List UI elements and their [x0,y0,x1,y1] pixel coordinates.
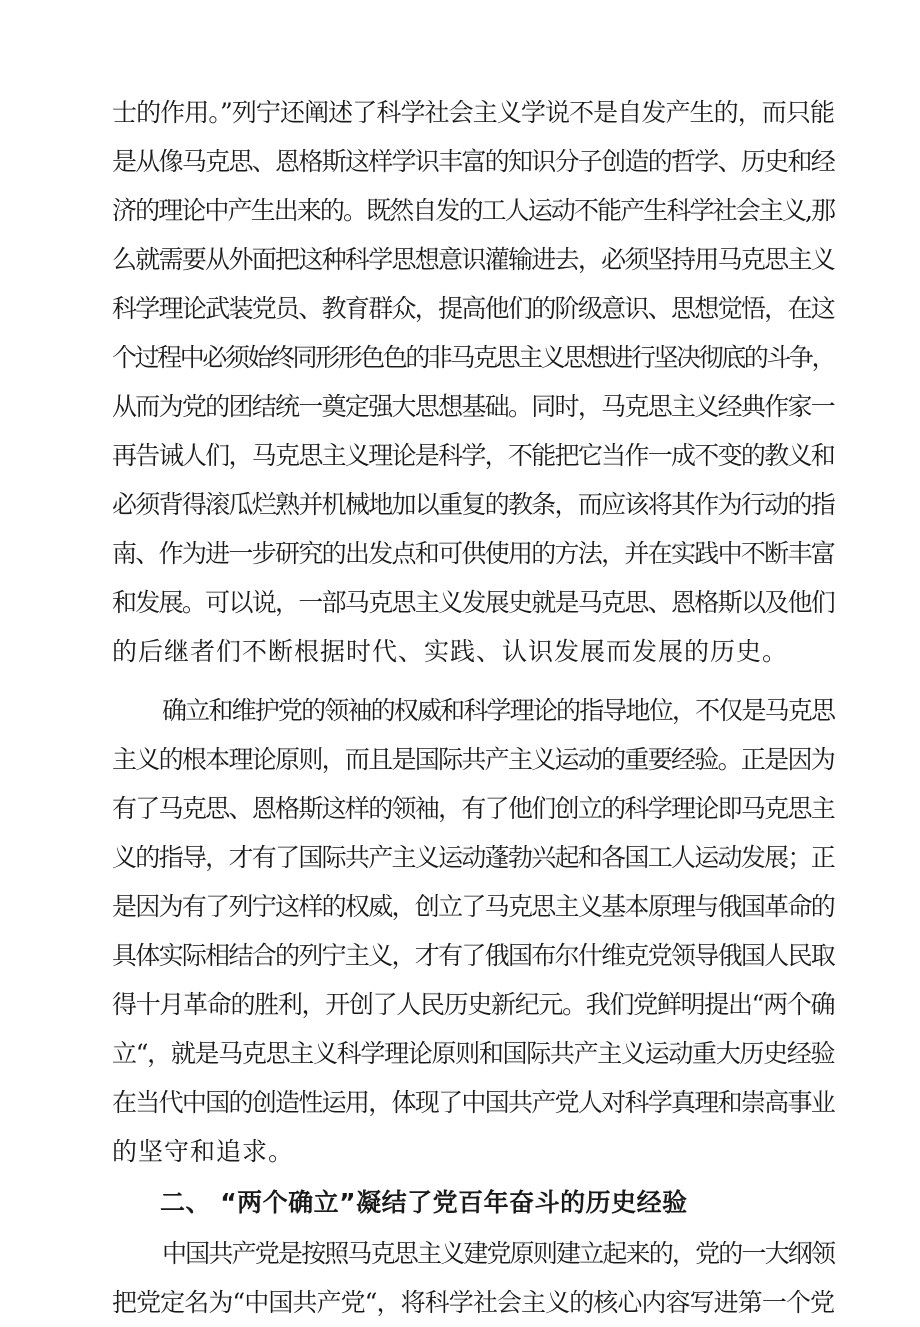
text-line: 在当代中国的创造性运用，体现了中国共产党人对科学真理和崇高事业 [112,1088,834,1117]
text-line: 的后继者们不断根据时代、实践、认识发展而发展的历史。 [112,637,789,666]
text-line: 主义的根本理论原则，而且是国际共产主义运动的重要经验。正是因为 [112,745,834,774]
text-line: 从而为党的团结统一奠定强大思想基础。同时，马克思主义经典作家一 [112,392,834,421]
text-line: 和发展。可以说，一部马克思主义发展史就是马克思、恩格斯以及他们 [112,588,834,617]
text-line: 么就需要从外面把这种科学思想意识灌输进去，必须坚持用马克思主义 [112,245,834,274]
text-line: 再告诫人们，马克思主义理论是科学，不能把它当作一成不变的教义和 [112,441,834,470]
text-line: 是因为有了列宁这样的权威，创立了马克思主义基本原理与俄国革命的 [112,892,834,921]
paragraph-spacer [112,676,834,686]
paragraph-1 [112,88,834,676]
text-line: 具体实际相结合的列宁主义，才有了俄国布尔什维克党领导俄国人民取 [112,941,834,970]
text-line: 立“，就是马克思主义科学理论原则和国际共产主义运动重大历史经验 [112,1039,834,1068]
text-line: 必须背得滚瓜烂熟并机械地加以重复的教条，而应该将其作为行动的指 [112,490,834,519]
paragraph-3 [112,1229,834,1327]
paragraph-2 [112,686,834,1176]
text-line: 得十月革命的胜利，开创了人民历史新纪元。我们党鲜明提出“两个确 [112,990,834,1019]
document-body [112,88,834,1327]
section-heading: 二、 “两个确立”凝结了党百年奋斗的历史经验 [160,1188,688,1217]
text-line: 中国共产党是按照马克思主义建党原则建立起来的，党的一大纲领 [162,1239,834,1268]
text-line: 是从像马克思、恩格斯这样学识丰富的知识分子创造的哲学、历史和经 [112,147,834,176]
text-line: 的坚守和追求。 [112,1137,295,1166]
text-line: 确立和维护党的领袖的权威和科学理论的指导地位，不仅是马克思 [162,696,834,725]
text-line: 士的作用。”列宁还阐述了科学社会主义学说不是自发产生的，而只能 [112,98,834,127]
text-line: 有了马克思、恩格斯这样的领袖，有了他们创立的科学理论即马克思主 [112,794,834,823]
text-line: 个过程中必须始终同形形色色的非马克思主义思想进行坚决彻底的斗争， [112,343,834,372]
text-line: 济的理论中产生出来的。既然自发的工人运动不能产生科学社会主义,那 [112,196,834,225]
text-line: 把党定名为“中国共产党“，将科学社会主义的核心内容写进第一个党 [112,1288,834,1317]
text-line: 科学理论武装党员、教育群众，提高他们的阶级意识、思想觉悟，在这 [112,294,834,323]
text-line: 南、作为进一步研究的出发点和可供使用的方法，并在实践中不断丰富 [112,539,834,568]
text-line: 义的指导，才有了国际共产主义运动蓬勃兴起和各国工人运动发展；正 [112,843,834,872]
